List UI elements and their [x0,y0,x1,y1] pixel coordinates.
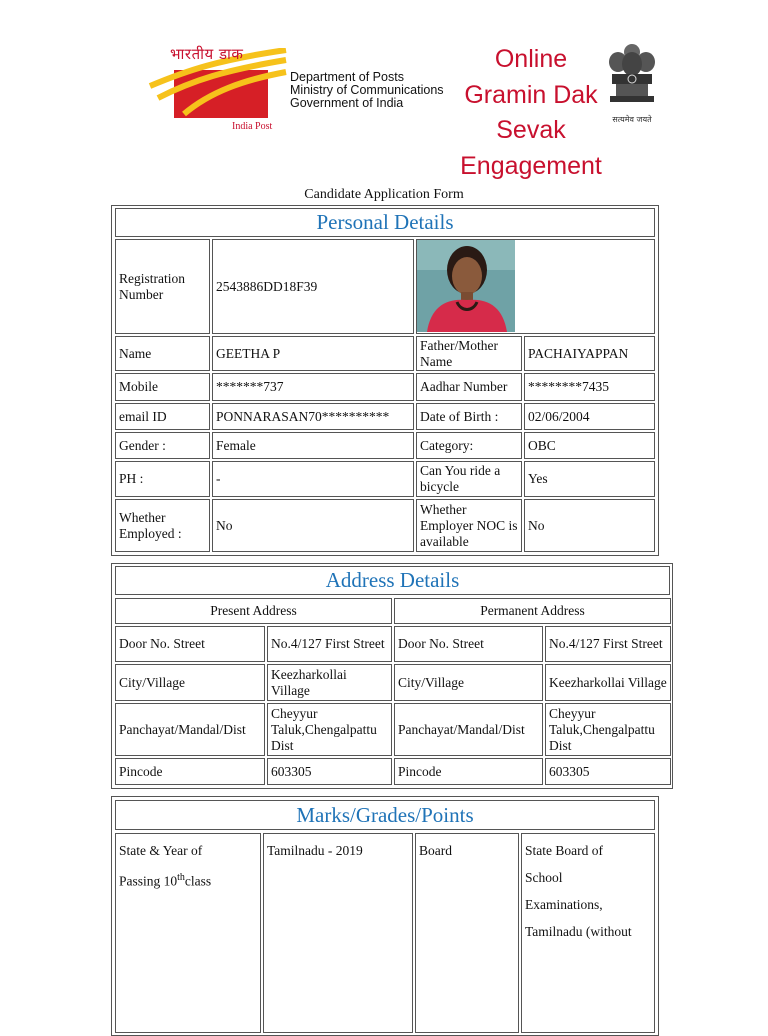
noc-value: No [524,499,655,552]
dept-line: Government of India [290,96,404,110]
state-year-label [115,833,261,1033]
present-address-header: Present Address [115,598,392,624]
permanent-address-header: Permanent Address [394,598,671,624]
dept-line: Ministry of Communications [290,83,444,97]
board-label [415,833,519,1033]
father-label: Father/Mother Name [416,336,522,371]
address-details-heading: Address Details [115,566,670,595]
aadhar-label: Aadhar Number [416,373,522,401]
marks-heading: Marks/Grades/Points [115,800,655,830]
mobile-label: Mobile [115,373,210,401]
permanent-pincode-label: Pincode [394,758,543,785]
ph-value: - [212,461,414,497]
category-label: Category: [416,432,522,459]
present-door-label: Door No. Street [115,626,265,662]
state-year-label-text: Passing 10 [119,873,178,889]
permanent-pmd-value: Cheyyur Taluk,Chengalpattu Dist [545,703,671,756]
board-value-line: School [525,870,563,885]
present-pincode-value: 603305 [267,758,392,785]
state-year-value [263,833,413,1033]
national-emblem-icon [604,40,660,112]
logo-caption: India Post [232,121,273,132]
permanent-city-value: Keezharkollai Village [545,664,671,701]
personal-details-heading: Personal Details [115,208,655,237]
present-city-label: City/Village [115,664,265,701]
present-city-value: Keezharkollai Village [267,664,392,701]
department-block [290,71,444,110]
registration-value: 2543886DD18F39 [212,239,414,334]
state-year-value-text: Tamilnadu - 2019 [267,843,363,858]
noc-label: Whether Employer NOC is available [416,499,522,552]
gender-label: Gender : [115,432,210,459]
permanent-door-value: No.4/127 First Street [545,626,671,662]
dept-line: Department of Posts [290,70,404,84]
permanent-pmd-label: Panchayat/Mandal/Dist [394,703,543,756]
candidate-photo [417,240,515,332]
gender-value: Female [212,432,414,459]
board-value [521,833,655,1033]
bicycle-value: Yes [524,461,655,497]
employed-label: Whether Employed : [115,499,210,552]
aadhar-value: ********7435 [524,373,655,401]
bicycle-label: Can You ride a bicycle [416,461,522,497]
emblem-motto: सत्यमेव जयते [612,115,652,124]
title-line: Online [494,45,568,73]
dob-label: Date of Birth : [416,403,522,430]
board-value-line: State Board of [525,843,603,858]
ph-label: PH : [115,461,210,497]
present-pmd-label: Panchayat/Mandal/Dist [115,703,265,756]
name-value: GEETHA P [212,336,414,371]
permanent-city-label: City/Village [394,664,543,701]
permanent-door-label: Door No. Street [394,626,543,662]
title-line: Engagement [460,151,602,180]
board-label-text: Board [419,843,452,858]
title-line: Sevak [496,116,566,144]
mobile-value: *******737 [212,373,414,401]
name-label: Name [115,336,210,371]
board-value-line: Examinations, [525,897,603,912]
state-year-label-class: class [184,873,212,889]
state-year-label-line2 [119,864,257,895]
state-year-label-sup: th [177,872,185,883]
employed-value: No [212,499,414,552]
state-year-label-line1: State & Year of [119,843,203,858]
email-label: email ID [115,403,210,430]
present-pmd-value: Cheyyur Taluk,Chengalpattu Dist [267,703,392,756]
permanent-pincode-value: 603305 [545,758,671,785]
category-value: OBC [524,432,655,459]
father-value: PACHAIYAPPAN [524,336,655,371]
dob-value: 02/06/2004 [524,403,655,430]
email-value: PONNARASAN70********** [212,403,414,430]
present-door-value: No.4/127 First Street [267,626,392,662]
board-value-line: Tamilnadu (without [525,924,632,939]
logo-hindi-text: भारतीय डाक [170,45,244,63]
title-line: Gramin Dak [464,80,598,109]
page-title [446,42,616,184]
present-pincode-label: Pincode [115,758,265,785]
registration-label: Registration Number [115,239,210,334]
form-title: Candidate Application Form [304,187,464,202]
